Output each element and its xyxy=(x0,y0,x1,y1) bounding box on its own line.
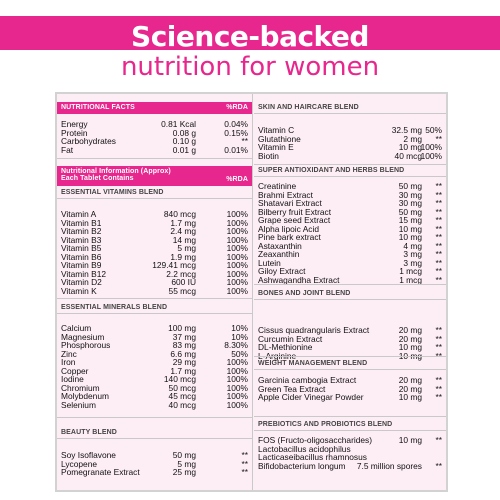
row-name: Alpha lipoic Acid xyxy=(258,223,319,234)
row-value: 40 mcg xyxy=(168,399,196,410)
row-rda: ** xyxy=(241,467,248,477)
table-row xyxy=(254,393,446,402)
row-rda: 100% xyxy=(226,260,248,270)
section-divider xyxy=(57,417,252,418)
row-value: 50 mcg xyxy=(168,382,196,393)
row-name: Lutein xyxy=(258,257,281,268)
row-name: Glutathione xyxy=(258,133,301,144)
bones-header xyxy=(254,288,446,300)
row-group xyxy=(57,451,252,477)
row-value: 50 mg xyxy=(172,450,196,460)
probiotics-header xyxy=(254,419,446,431)
vitamins-header-label: ESSENTIAL VITAMINS BLEND xyxy=(61,189,164,196)
row-name: Giloy Extract xyxy=(258,266,306,276)
row-value: 15 mg xyxy=(398,215,422,225)
row-name: DL-Methionine xyxy=(258,342,313,352)
row-name: Molybdenum xyxy=(61,391,109,401)
row-name: Vitamin B3 xyxy=(61,234,102,245)
row-name: Iron xyxy=(61,357,76,367)
row-value: 10 mg xyxy=(398,223,422,234)
row-name: Grape seed Extract xyxy=(258,215,331,225)
row-name: Phosphorous xyxy=(61,340,111,350)
row-rda: ** xyxy=(435,240,442,251)
row-rda: 100% xyxy=(226,382,248,393)
section-divider xyxy=(254,356,446,357)
antioxidant-header xyxy=(254,165,446,177)
row-rda: 100% xyxy=(420,142,442,152)
row-name: Carbohydrates xyxy=(61,136,116,146)
row-name: Vitamin K xyxy=(61,285,97,296)
weight-header xyxy=(254,358,446,370)
left-column xyxy=(57,94,253,490)
row-rda: ** xyxy=(241,458,248,469)
row-name: Pine bark extract xyxy=(258,232,321,242)
row-name: Vitamin E xyxy=(258,142,294,152)
nutrition-panel xyxy=(55,92,448,492)
beauty-header-label: BEAUTY BLEND xyxy=(61,429,117,436)
row-rda: 100% xyxy=(226,209,248,219)
row-value: 29 mg xyxy=(172,357,196,367)
row-group xyxy=(57,324,252,409)
row-name: Soy Isoflavone xyxy=(61,450,116,460)
row-value: 83 mg xyxy=(172,340,196,350)
skin-header-label: SKIN AND HAIRCARE BLEND xyxy=(258,104,359,111)
row-value: 0.10 g xyxy=(172,136,196,146)
row-rda: ** xyxy=(241,450,248,460)
row-value: 2 mg xyxy=(403,133,422,144)
row-name: Apple Cider Vinegar Powder xyxy=(258,392,364,402)
row-rda: ** xyxy=(435,206,442,217)
table-row xyxy=(57,350,252,359)
row-name: Lactobacillus acidophilus xyxy=(258,443,351,454)
row-name: Zinc xyxy=(61,348,77,359)
row-value: 25 mg xyxy=(172,467,196,477)
nutritional-info-subtitle: Each Tablet Contains xyxy=(61,175,134,182)
row-value: 32.5 mg xyxy=(391,125,422,135)
row-rda: ** xyxy=(435,266,442,276)
row-rda: ** xyxy=(435,333,442,344)
skin-header xyxy=(254,102,446,114)
row-name: Zeaxanthin xyxy=(258,249,300,259)
row-value: 14 mg xyxy=(172,234,196,245)
row-rda: ** xyxy=(435,392,442,402)
row-value: 3 mg xyxy=(403,257,422,268)
row-rda: 10% xyxy=(231,323,248,333)
row-value: 20 mg xyxy=(398,333,422,344)
row-rda: ** xyxy=(435,435,442,445)
row-name: Copper xyxy=(61,365,89,376)
row-rda: 100% xyxy=(226,365,248,376)
row-rda: ** xyxy=(435,223,442,234)
row-rda: ** xyxy=(435,232,442,242)
row-value: 50 mg xyxy=(398,206,422,217)
row-rda: ** xyxy=(435,274,442,285)
table-row xyxy=(57,367,252,376)
row-rda: ** xyxy=(435,133,442,144)
nutritional-info-title: Nutritional Information (Approx) xyxy=(61,168,171,175)
row-value: 10 mg xyxy=(398,342,422,352)
row-value: 2.2 mcg xyxy=(166,268,196,279)
row-value: 55 mcg xyxy=(168,285,196,296)
row-name: Vitamin D2 xyxy=(61,277,102,287)
row-rda: 8.30% xyxy=(224,340,248,350)
row-value: 1.7 mg xyxy=(170,217,196,228)
row-name: Pomegranate Extract xyxy=(61,467,140,477)
row-name: Vitamin B9 xyxy=(61,260,102,270)
table-row xyxy=(57,401,252,410)
table-row xyxy=(57,287,252,296)
row-rda: 50% xyxy=(425,125,442,135)
row-value: 1.7 mg xyxy=(170,365,196,376)
nutritional-info-rda: %RDA xyxy=(226,176,248,183)
row-name: Calcium xyxy=(61,323,92,333)
row-rda: 100% xyxy=(226,277,248,287)
row-name: Biotin xyxy=(258,150,279,161)
row-value: 140 mcg xyxy=(163,374,196,384)
row-rda: ** xyxy=(435,460,442,471)
row-name: Vitamin B1 xyxy=(61,217,102,228)
right-column xyxy=(254,94,446,490)
weight-header-label: WEIGHT MANAGEMENT BLEND xyxy=(258,360,368,367)
row-rda: ** xyxy=(435,325,442,335)
row-group xyxy=(254,376,446,402)
row-value: 4 mg xyxy=(403,240,422,251)
row-rda: 100% xyxy=(420,150,442,161)
hero-banner xyxy=(0,0,500,84)
row-value: 0.81 Kcal xyxy=(161,119,196,129)
row-group xyxy=(254,436,446,470)
table-row xyxy=(57,146,252,155)
row-rda: 100% xyxy=(226,357,248,367)
section-divider xyxy=(57,298,252,299)
row-rda: ** xyxy=(435,342,442,352)
section-divider xyxy=(254,416,446,417)
row-value: 40 mcg xyxy=(394,150,422,161)
row-name: Bilberry fruit Extract xyxy=(258,206,332,217)
row-name: Fat xyxy=(61,144,74,155)
row-value: 0.01 g xyxy=(172,144,196,155)
row-rda: 0.01% xyxy=(224,144,248,155)
row-name: Bifidobacterium longum xyxy=(258,460,346,471)
row-rda: 50% xyxy=(231,348,248,359)
row-rda: ** xyxy=(435,249,442,259)
row-value: 600 IU xyxy=(171,277,196,287)
row-rda: 100% xyxy=(226,243,248,253)
row-name: Lacticaseibacillus rhamnosus xyxy=(258,452,367,462)
row-group xyxy=(57,210,252,295)
row-value: 10 mg xyxy=(398,435,422,445)
vitamins-header xyxy=(57,187,252,199)
row-name: Magnesium xyxy=(61,331,105,342)
row-value: 30 mg xyxy=(398,189,422,200)
row-rda: 100% xyxy=(226,399,248,410)
row-name: Vitamin C xyxy=(258,125,295,135)
row-value: 1 mcg xyxy=(399,274,422,285)
row-rda: ** xyxy=(435,215,442,225)
row-value: 6.6 mg xyxy=(170,348,196,359)
row-value: 37 mg xyxy=(172,331,196,342)
row-rda: 100% xyxy=(226,251,248,262)
row-name: Ashwagandha Extract xyxy=(258,274,340,285)
row-name: Garcinia cambogia Extract xyxy=(258,375,357,385)
row-value: 7.5 million spores xyxy=(356,460,422,471)
row-value: 129.41 mcg xyxy=(152,260,196,270)
nutritional-info-header xyxy=(57,166,252,186)
nutritional-facts-header xyxy=(57,102,252,114)
row-name: Brahmi Extract xyxy=(258,189,313,200)
row-name: Cissus quadrangularis Extract xyxy=(258,325,370,335)
row-value: 20 mg xyxy=(398,325,422,335)
row-rda: ** xyxy=(435,375,442,385)
row-rda: 0.04% xyxy=(224,119,248,129)
row-value: 10 mg xyxy=(398,142,422,152)
bones-header-label: BONES AND JOINT BLEND xyxy=(258,290,351,297)
row-name: Lycopene xyxy=(61,458,98,469)
table-row xyxy=(57,137,252,146)
section-divider xyxy=(57,158,252,159)
row-value: 3 mg xyxy=(403,249,422,259)
minerals-header xyxy=(57,302,252,314)
row-value: 1.9 mg xyxy=(170,251,196,262)
row-name: Chromium xyxy=(61,382,100,393)
row-value: 100 mg xyxy=(168,323,196,333)
row-rda: 100% xyxy=(226,226,248,236)
row-name: Green Tea Extract xyxy=(258,383,326,394)
table-row xyxy=(57,468,252,477)
row-group xyxy=(254,326,446,360)
row-value: 10 mg xyxy=(398,392,422,402)
nutritional-facts-header-rda: %RDA xyxy=(226,104,248,111)
row-value: 1 mcg xyxy=(399,266,422,276)
row-group xyxy=(254,126,446,160)
row-rda: ** xyxy=(435,383,442,394)
hero-subtitle: nutrition for women xyxy=(120,52,380,82)
row-value: 2.4 mg xyxy=(170,226,196,236)
row-name: Vitamin B12 xyxy=(61,268,107,279)
row-name: Creatinine xyxy=(258,181,297,191)
row-value: 20 mg xyxy=(398,383,422,394)
row-name: Vitamin B5 xyxy=(61,243,102,253)
minerals-header-label: ESSENTIAL MINERALS BLEND xyxy=(61,304,168,311)
row-value: 5 mg xyxy=(177,458,196,469)
table-row xyxy=(254,276,446,285)
table-row xyxy=(57,341,252,350)
table-row xyxy=(254,152,446,161)
section-divider xyxy=(254,284,446,285)
table-row xyxy=(254,462,446,471)
row-value: 840 mcg xyxy=(163,209,196,219)
row-rda: ** xyxy=(435,189,442,200)
row-rda: 100% xyxy=(226,234,248,245)
row-name: Vitamin B6 xyxy=(61,251,102,262)
row-rda: ** xyxy=(435,198,442,208)
row-rda: 0.15% xyxy=(224,127,248,138)
row-name: FOS (Fructo-oligosaccharides) xyxy=(258,435,373,445)
row-rda: 100% xyxy=(226,217,248,228)
hero-title: Science-backed xyxy=(131,20,369,53)
row-value: 45 mcg xyxy=(168,391,196,401)
row-name: Astaxanthin xyxy=(258,240,302,251)
row-rda: 100% xyxy=(226,285,248,296)
row-name: Energy xyxy=(61,119,88,129)
row-name: Vitamin B2 xyxy=(61,226,102,236)
row-rda: 100% xyxy=(226,374,248,384)
row-rda: ** xyxy=(241,136,248,146)
row-value: 0.08 g xyxy=(172,127,196,138)
row-rda: 100% xyxy=(226,268,248,279)
probiotics-header-label: PREBIOTICS AND PROBIOTICS BLEND xyxy=(258,421,393,428)
row-value: 10 mg xyxy=(398,232,422,242)
row-value: 50 mg xyxy=(398,181,422,191)
row-name: Selenium xyxy=(61,399,96,410)
row-rda: 10% xyxy=(231,331,248,342)
nutritional-facts-header-label: NUTRITIONAL FACTS xyxy=(61,104,135,111)
row-name: Protein xyxy=(61,127,88,138)
row-name: Shatavari Extract xyxy=(258,198,322,208)
row-group xyxy=(57,120,252,154)
row-name: Iodine xyxy=(61,374,84,384)
antioxidant-header-label: SUPER ANTIOXIDANT AND HERBS BLEND xyxy=(258,167,405,174)
row-name: Vitamin A xyxy=(61,209,97,219)
row-name: Curcumin Extract xyxy=(258,333,323,344)
row-group xyxy=(254,182,446,284)
row-value: 30 mg xyxy=(398,198,422,208)
row-value: 20 mg xyxy=(398,375,422,385)
row-rda: ** xyxy=(435,257,442,268)
row-rda: ** xyxy=(435,181,442,191)
beauty-header xyxy=(57,427,252,439)
row-rda: 100% xyxy=(226,391,248,401)
row-value: 5 mg xyxy=(177,243,196,253)
